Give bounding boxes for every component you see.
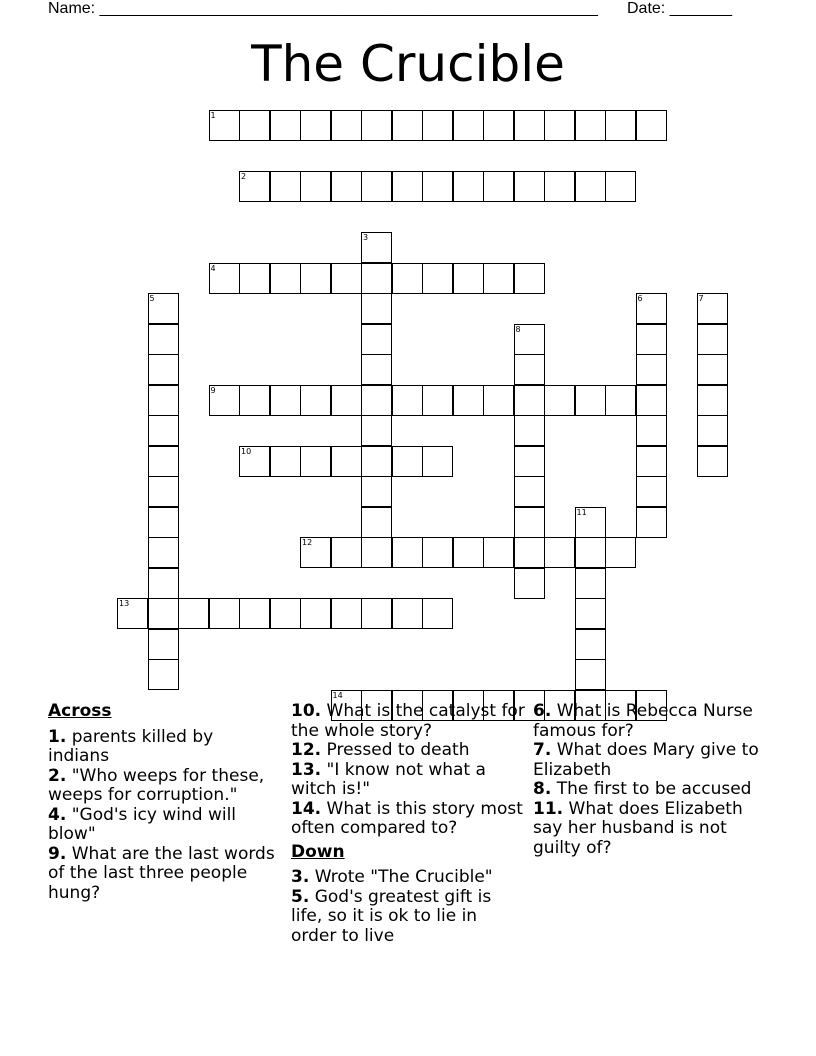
clue-number-label: 1 (210, 111, 216, 120)
clue-number: 4. (48, 804, 67, 825)
clue-down-11 (533, 800, 773, 859)
grid-cell[interactable] (270, 263, 301, 294)
grid-cell[interactable] (331, 446, 362, 477)
grid-cell[interactable] (575, 110, 606, 141)
grid-cell[interactable] (422, 263, 453, 294)
grid-cell[interactable] (483, 263, 514, 294)
grid-cell[interactable] (697, 385, 728, 416)
grid-cell[interactable] (514, 415, 545, 446)
clue-text: What does Elizabeth say her husband is not guilty of? (533, 798, 743, 858)
grid-cell[interactable] (148, 385, 179, 416)
grid-cell[interactable] (209, 385, 240, 416)
grid-cell[interactable] (636, 385, 667, 416)
grid-cell[interactable] (361, 598, 392, 629)
grid-cell[interactable] (270, 446, 301, 477)
grid-cell[interactable] (453, 263, 484, 294)
clue-text: Pressed to death (321, 740, 470, 760)
clue-number-label: 8 (515, 324, 521, 334)
grid-cell[interactable] (148, 598, 179, 629)
clue-number: 9. (48, 843, 67, 864)
grid-cell[interactable] (514, 476, 545, 507)
clue-number: 12. (291, 740, 322, 760)
grid-cell[interactable] (422, 537, 453, 568)
clue-number: 6. (533, 701, 552, 721)
grid-cell[interactable] (361, 476, 392, 507)
grid-cell[interactable] (453, 171, 484, 202)
clue-number-label: 2 (241, 172, 247, 181)
grid-cell[interactable] (514, 537, 545, 568)
grid-cell[interactable] (575, 568, 606, 599)
grid-cell[interactable] (331, 263, 362, 294)
grid-cell[interactable] (331, 171, 362, 202)
grid-cell[interactable] (544, 537, 575, 568)
clue-number-label: 10 (241, 446, 252, 456)
grid-cell[interactable] (636, 324, 667, 355)
clue-down-5 (291, 888, 526, 947)
clue-number-label: 6 (637, 294, 643, 303)
grid-cell[interactable] (483, 385, 514, 416)
grid-cell[interactable] (605, 171, 636, 202)
clue-text: "I know not what a witch is!" (291, 759, 486, 799)
grid-cell[interactable] (514, 568, 545, 599)
grid-cell[interactable] (148, 415, 179, 446)
grid-cell[interactable] (392, 263, 423, 294)
grid-cell[interactable] (209, 263, 240, 294)
grid-cell[interactable] (392, 110, 423, 141)
clue-text: What is this story most often compared to? (291, 798, 523, 838)
grid-cell[interactable] (636, 476, 667, 507)
grid-cell[interactable] (300, 385, 331, 416)
clue-text: What does Mary give to Elizabeth (533, 740, 759, 780)
clue-number: 11. (533, 798, 564, 819)
grid-cell[interactable] (422, 171, 453, 202)
grid-cell[interactable] (453, 110, 484, 141)
clue-number: 10. (291, 701, 322, 721)
clue-number-label: 3 (363, 233, 369, 242)
grid-cell[interactable] (270, 598, 301, 629)
clue-number-label: 7 (698, 294, 704, 303)
grid-cell[interactable] (331, 385, 362, 416)
clue-across-10 (291, 702, 526, 741)
clue-number: 14. (291, 798, 322, 819)
grid-cell[interactable] (514, 354, 545, 385)
grid-cell[interactable] (361, 385, 392, 416)
grid-cell[interactable] (300, 537, 331, 568)
clue-number: 8. (533, 779, 552, 799)
clue-number: 1. (48, 726, 67, 747)
grid-cell[interactable] (239, 263, 270, 294)
clue-number-label: 12 (302, 538, 313, 547)
grid-cell[interactable] (422, 110, 453, 141)
clue-text: What is the catalyst for the whole story? (291, 701, 525, 741)
grid-cell[interactable] (575, 507, 606, 538)
clue-text: What are the last words of the last three people hung? (48, 843, 275, 903)
grid-cell[interactable] (544, 171, 575, 202)
grid-cell[interactable] (544, 110, 575, 141)
clue-text: God's greatest gift is life, so it is ok to lie in order to live (291, 886, 492, 946)
grid-cell[interactable] (514, 110, 545, 141)
grid-cell[interactable] (148, 446, 179, 477)
grid-cell[interactable] (636, 507, 667, 538)
grid-cell[interactable] (361, 232, 392, 263)
name-field-label: Name: ________________________________________________________ (48, 0, 598, 17)
clues-column-1 (48, 702, 278, 903)
grid-cell[interactable] (697, 446, 728, 477)
grid-cell[interactable] (483, 537, 514, 568)
grid-cell[interactable] (148, 537, 179, 568)
grid-cell[interactable] (575, 598, 606, 629)
grid-cell[interactable] (270, 385, 301, 416)
clue-number: 7. (533, 740, 552, 760)
grid-cell[interactable] (636, 354, 667, 385)
clues-column-3 (533, 702, 773, 858)
clue-across-4 (48, 806, 278, 845)
clue-number-label: 5 (149, 294, 155, 303)
clue-text: "Who weeps for these, weeps for corruption." (48, 765, 265, 805)
grid-cell[interactable] (148, 629, 179, 660)
clue-text: The first to be accused (551, 779, 752, 799)
grid-cell[interactable] (453, 537, 484, 568)
grid-cell[interactable] (636, 110, 667, 141)
grid-cell[interactable] (361, 354, 392, 385)
grid-cell[interactable] (331, 110, 362, 141)
grid-cell[interactable] (636, 293, 667, 324)
clue-text: What is Rebecca Nurse famous for? (533, 701, 753, 741)
grid-cell[interactable] (453, 385, 484, 416)
grid-cell[interactable] (697, 293, 728, 324)
grid-cell[interactable] (361, 293, 392, 324)
grid-cell[interactable] (361, 415, 392, 446)
grid-cell[interactable] (575, 629, 606, 660)
grid-cell[interactable] (148, 324, 179, 355)
grid-cell[interactable] (300, 110, 331, 141)
clue-number-label: 9 (210, 385, 216, 395)
grid-cell[interactable] (361, 171, 392, 202)
clue-text: parents killed by indians (48, 726, 214, 766)
clue-text: "God's icy wind will blow" (48, 804, 237, 844)
grid-cell[interactable] (422, 598, 453, 629)
grid-cell[interactable] (483, 171, 514, 202)
grid-cell[interactable] (361, 507, 392, 538)
grid-cell[interactable] (331, 598, 362, 629)
clue-across-12 (291, 741, 526, 761)
grid-cell[interactable] (392, 598, 423, 629)
clue-number-label: 4 (210, 263, 216, 273)
grid-cell[interactable] (392, 446, 423, 477)
clue-down-6 (533, 702, 773, 741)
grid-cell[interactable] (148, 476, 179, 507)
clue-down-8 (533, 780, 773, 800)
grid-cell[interactable] (239, 446, 270, 477)
grid-cell[interactable] (392, 171, 423, 202)
clue-across-1 (48, 728, 278, 767)
grid-cell[interactable] (270, 110, 301, 141)
grid-cell[interactable] (209, 110, 240, 141)
clue-across-14 (291, 800, 526, 839)
grid-cell[interactable] (361, 446, 392, 477)
grid-cell[interactable] (117, 598, 148, 629)
grid-cell[interactable] (514, 446, 545, 477)
grid-cell[interactable] (514, 385, 545, 416)
grid-cell[interactable] (422, 385, 453, 416)
grid-cell[interactable] (392, 385, 423, 416)
grid-cell[interactable] (148, 293, 179, 324)
clues-column-2 (291, 702, 526, 946)
grid-cell[interactable] (361, 537, 392, 568)
grid-cell[interactable] (148, 568, 179, 599)
grid-cell[interactable] (514, 171, 545, 202)
grid-cell[interactable] (148, 507, 179, 538)
grid-cell[interactable] (514, 324, 545, 355)
clue-across-9 (48, 845, 278, 904)
clue-down-7 (533, 741, 773, 780)
grid-cell[interactable] (514, 263, 545, 294)
grid-cell[interactable] (209, 598, 240, 629)
grid-cell[interactable] (483, 110, 514, 141)
grid-cell[interactable] (331, 537, 362, 568)
grid-cell[interactable] (575, 385, 606, 416)
grid-cell[interactable] (270, 171, 301, 202)
grid-cell[interactable] (361, 324, 392, 355)
grid-cell[interactable] (392, 537, 423, 568)
clue-number-label: 14 (332, 690, 343, 700)
grid-cell[interactable] (361, 110, 392, 141)
clue-number: 5. (291, 886, 310, 907)
grid-cell[interactable] (697, 324, 728, 355)
clue-number-label: 11 (576, 507, 587, 517)
grid-cell[interactable] (300, 598, 331, 629)
clue-number: 13. (291, 759, 322, 780)
clue-number: 3. (291, 867, 310, 887)
across-heading: Across (48, 701, 112, 721)
clue-across-2 (48, 767, 278, 806)
page-title: The Crucible (251, 35, 565, 93)
grid-cell[interactable] (605, 537, 636, 568)
grid-cell[interactable] (239, 110, 270, 141)
grid-cell[interactable] (148, 354, 179, 385)
grid-cell[interactable] (575, 537, 606, 568)
grid-cell[interactable] (575, 659, 606, 690)
grid-cell[interactable] (575, 171, 606, 202)
down-heading: Down (291, 841, 345, 862)
grid-cell[interactable] (239, 385, 270, 416)
grid-cell[interactable] (697, 415, 728, 446)
date-field-label: Date: _______ (627, 0, 732, 17)
grid-cell[interactable] (300, 446, 331, 477)
grid-cell[interactable] (239, 171, 270, 202)
grid-cell[interactable] (605, 385, 636, 416)
grid-cell[interactable] (361, 263, 392, 294)
grid-cell[interactable] (300, 171, 331, 202)
grid-cell[interactable] (544, 385, 575, 416)
grid-cell[interactable] (148, 659, 179, 690)
grid-cell[interactable] (605, 110, 636, 141)
clue-down-3 (291, 868, 526, 888)
grid-cell[interactable] (514, 507, 545, 538)
grid-cell[interactable] (178, 598, 209, 629)
clue-number: 2. (48, 765, 67, 786)
grid-cell[interactable] (697, 354, 728, 385)
clue-text: Wrote "The Crucible" (309, 867, 493, 887)
grid-cell[interactable] (239, 598, 270, 629)
clue-across-13 (291, 761, 526, 800)
grid-cell[interactable] (422, 446, 453, 477)
grid-cell[interactable] (636, 446, 667, 477)
grid-cell[interactable] (636, 415, 667, 446)
clue-number-label: 13 (119, 599, 130, 608)
grid-cell[interactable] (300, 263, 331, 294)
